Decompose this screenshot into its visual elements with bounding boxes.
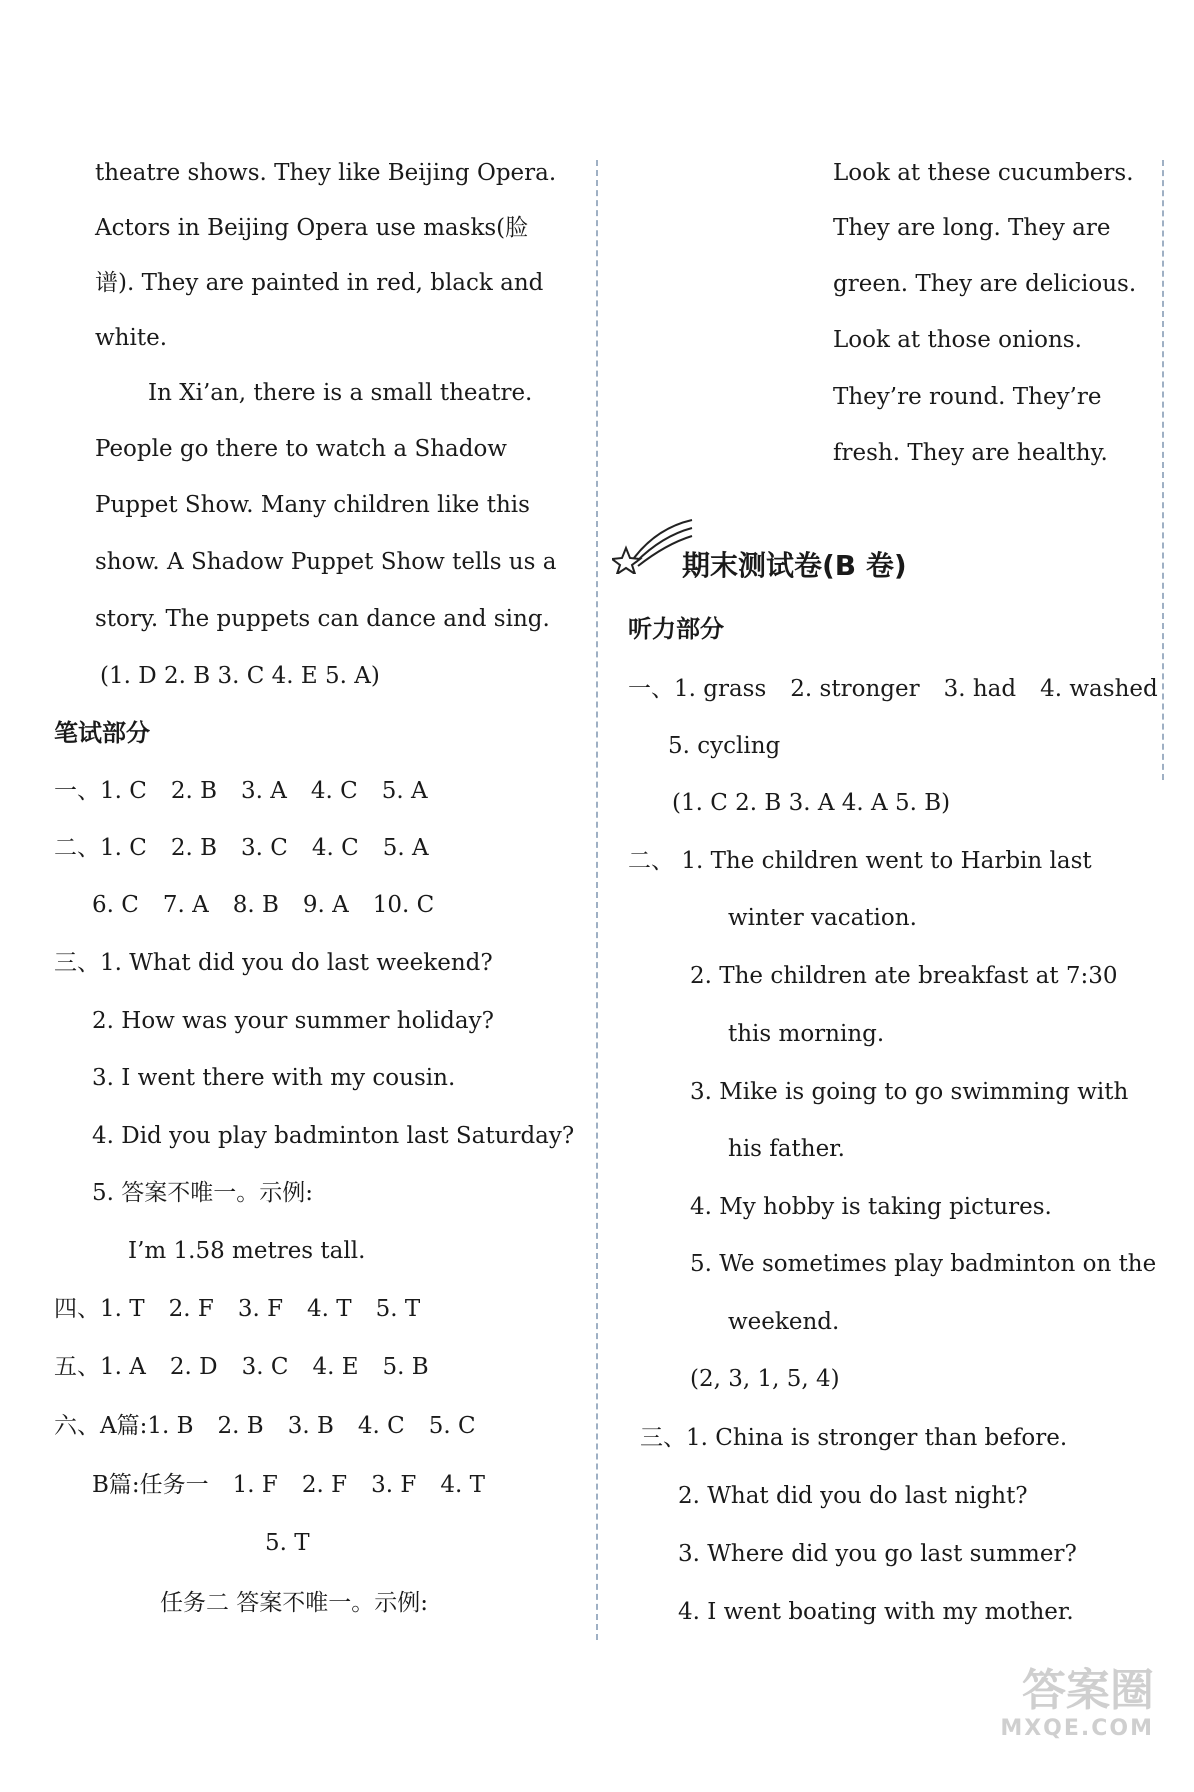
right-para-line3: green. They are delicious. bbox=[833, 271, 1137, 297]
right-para-line1: Look at these cucumbers. bbox=[833, 160, 1134, 186]
left-para1-line1: theatre shows. They like Beijing Opera. bbox=[95, 160, 557, 186]
left-para1-line2: Actors in Beijing Opera use masks(脸 bbox=[95, 215, 529, 241]
written-section-header: 笔试部分 bbox=[54, 719, 150, 747]
right-para-line2: They are long. They are bbox=[833, 215, 1111, 241]
left-para2-line2: People go there to watch a Shadow bbox=[95, 436, 507, 462]
section-3-q5-example: I’m 1.58 metres tall. bbox=[128, 1238, 366, 1264]
right-para-line6: fresh. They are healthy. bbox=[833, 440, 1108, 466]
section-6-b-task2: 任务二 答案不唯一。示例: bbox=[160, 1590, 429, 1616]
right-section-2-q2: 2. The children ate breakfast at 7:30 bbox=[690, 963, 1118, 989]
right-section-2-q5: 5. We sometimes play badminton on the bbox=[690, 1251, 1157, 1277]
section-2-answers-row2: 6. C 7. A 8. B 9. A 10. C bbox=[92, 892, 435, 918]
right-section-1-answers: (1. C 2. B 3. A 4. A 5. B) bbox=[672, 790, 951, 816]
section-6-a-answers: 六、A篇:1. B 2. B 3. B 4. C 5. C bbox=[54, 1413, 476, 1439]
right-section-2-q3-cont: his father. bbox=[728, 1136, 845, 1162]
right-section-1-item5: 5. cycling bbox=[668, 733, 781, 759]
right-section-2-q4: 4. My hobby is taking pictures. bbox=[690, 1194, 1052, 1220]
left-para2-line1: In Xi’an, there is a small theatre. bbox=[148, 380, 533, 406]
right-section-3-q1: 三、1. China is stronger than before. bbox=[640, 1425, 1068, 1451]
right-section-3-q2: 2. What did you do last night? bbox=[678, 1483, 1028, 1509]
section-2-answers-row1: 二、1. C 2. B 3. C 4. C 5. A bbox=[54, 835, 429, 861]
listening-answers-a: (1. D 2. B 3. C 4. E 5. A) bbox=[100, 663, 380, 689]
watermark-url: MXQE.COM bbox=[1000, 1716, 1154, 1741]
section-4-answers: 四、1. T 2. F 3. F 4. T 5. T bbox=[54, 1296, 421, 1322]
right-section-2-order: (2, 3, 1, 5, 4) bbox=[690, 1366, 840, 1392]
left-para2-line5: story. The puppets can dance and sing. bbox=[95, 606, 550, 632]
section-3-q3: 3. I went there with my cousin. bbox=[92, 1065, 456, 1091]
right-para-line5: They’re round. They’re bbox=[833, 384, 1102, 410]
right-para-line4: Look at those onions. bbox=[833, 327, 1082, 353]
section-3-q5: 5. 答案不唯一。示例: bbox=[92, 1180, 314, 1206]
right-section-2-q1-cont: winter vacation. bbox=[728, 905, 917, 931]
listening-section-header: 听力部分 bbox=[628, 615, 724, 643]
left-para1-line3: 谱). They are painted in red, black and bbox=[95, 270, 544, 296]
section-5-answers: 五、1. A 2. D 3. C 4. E 5. B bbox=[54, 1354, 429, 1380]
section-6-b-task1-item5: 5. T bbox=[265, 1530, 310, 1556]
right-section-2-q1: 二、 1. The children went to Harbin last bbox=[628, 848, 1092, 874]
right-section-3-q3: 3. Where did you go last summer? bbox=[678, 1541, 1077, 1567]
right-section-2-q2-cont: this morning. bbox=[728, 1021, 885, 1047]
left-para2-line3: Puppet Show. Many children like this bbox=[95, 492, 530, 518]
watermark-text: 答案圈 bbox=[1022, 1665, 1154, 1716]
section-6-b-task1: B篇:任务一 1. F 2. F 3. F 4. T bbox=[92, 1472, 485, 1498]
section-3-q2: 2. How was your summer holiday? bbox=[92, 1008, 494, 1034]
right-section-1-row1: 一、1. grass 2. stronger 3. had 4. washed bbox=[628, 676, 1158, 702]
right-edge-divider bbox=[1162, 160, 1164, 780]
section-3-q1: 三、1. What did you do last weekend? bbox=[54, 950, 493, 976]
right-section-2-q3: 3. Mike is going to go swimming with bbox=[690, 1079, 1129, 1105]
section-3-q4: 4. Did you play badminton last Saturday? bbox=[92, 1123, 575, 1149]
left-para1-line4: white. bbox=[95, 325, 168, 351]
column-divider bbox=[596, 160, 598, 1640]
right-section-2-q5-cont: weekend. bbox=[728, 1309, 840, 1335]
watermark-logo bbox=[984, 1666, 1154, 1756]
exam-title: 期末测试卷(B 卷) bbox=[682, 549, 907, 582]
section-1-answers: 一、1. C 2. B 3. A 4. C 5. A bbox=[54, 778, 428, 804]
left-para2-line4: show. A Shadow Puppet Show tells us a bbox=[95, 549, 557, 575]
right-section-3-q4: 4. I went boating with my mother. bbox=[678, 1599, 1074, 1625]
